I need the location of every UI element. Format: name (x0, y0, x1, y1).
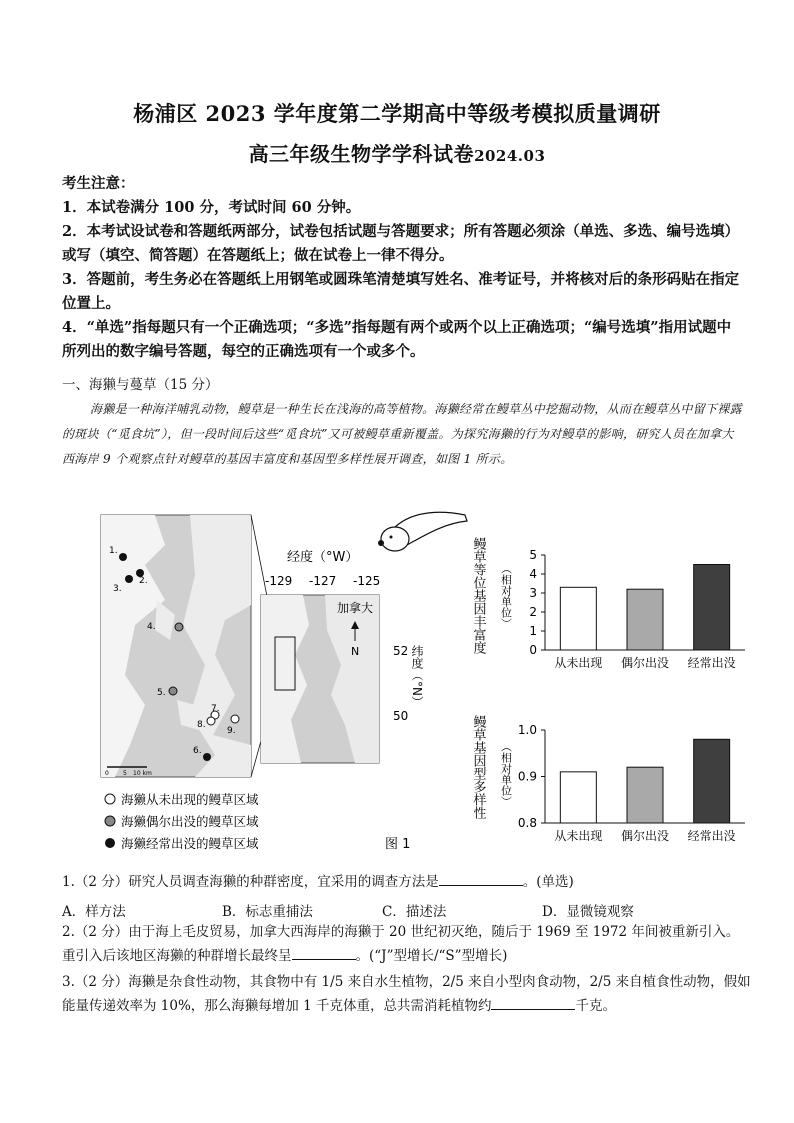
answer-blank-3[interactable] (491, 995, 575, 1010)
chart1-category-label: 经常出没 (687, 656, 736, 670)
lon-tick: -127 (309, 574, 337, 588)
site-label: 6. (193, 746, 202, 756)
site-marker (207, 717, 215, 725)
question-3 (62, 970, 752, 1018)
question-2-tail: 。(“J”型增长/“S”型增长) (355, 948, 508, 964)
note-item: 4．“单选”指每题只有一个正确选项；“多选”指每题有两个或两个以上正确选项；“编号选填”指用试题中所列出的数字编号答题，每空的正确选项有一个或多个。 (62, 319, 732, 360)
subject-title: 高三年级生物学学科试卷 (248, 142, 475, 166)
site-label: 2. (139, 576, 148, 586)
lon-tick: -129 (265, 574, 293, 588)
chart2-bar (627, 767, 663, 823)
section-intro: 海獭是一种海洋哺乳动物，鳗草是一种生长在浅海的高等植物。海獭经常在鳗草丛中挖掘动物，从而在鳗草丛中留下裸露的斑块（“觅食坑”），但一段时间后这些“觅食坑”又可被鳗草重新覆盖。为探究海獭的行为对鳗草的影响，研究人员在加拿大西海岸 9 个观察点针对鳗草的基因丰富度和基因型多样性展开调查，如图 1 所示。 (62, 402, 742, 466)
site-label: 7. (211, 704, 220, 714)
lon-tick: -125 (353, 574, 381, 588)
chart1-tick-label: 5 (529, 548, 537, 562)
figure-caption: 图 1 (385, 837, 411, 852)
chart2-bar (560, 772, 596, 823)
site-label: 4. (147, 622, 156, 632)
candidate-notes (62, 172, 742, 364)
legend-often-icon (105, 838, 115, 848)
question-2 (62, 920, 752, 968)
chart1-tick-label: 2 (529, 605, 537, 619)
question-3-tail: 千克。 (575, 998, 616, 1014)
chart1-ylabel: 鳗草等位基因丰富度 (470, 537, 486, 654)
country-label: 加拿大 (337, 601, 374, 615)
exam-subtitle (0, 138, 794, 167)
chart1-category-label: 偶尔出没 (620, 656, 670, 670)
lat-axis-label: 纬度（°N） (410, 645, 424, 708)
question-1 (62, 870, 752, 894)
question-2-text: 2.（2 分）由于海上毛皮贸易，加拿大西海岸的海獭于 20 世纪初灭绝，随后于 1969 至 1972 年间被重新引入。重引入后该地区海獭的种群增长最终呈 (62, 924, 740, 964)
chart1-tick-label: 1 (529, 624, 537, 638)
question-1-options (62, 900, 702, 920)
site-marker (169, 687, 177, 695)
chart2-category-label: 经常出没 (687, 829, 736, 843)
chart2-category-label: 偶尔出没 (620, 829, 670, 843)
legend-sometimes-icon (105, 816, 115, 826)
site-marker (119, 553, 127, 561)
answer-blank-2[interactable] (292, 945, 356, 960)
lat-tick: 50 (393, 709, 409, 723)
north-label: N (351, 645, 360, 658)
chart2-tick-label: 1.0 (517, 723, 537, 737)
site-label: 3. (113, 584, 122, 594)
chart1-tick-label: 4 (529, 567, 537, 581)
scale-label: 5 (123, 770, 127, 777)
site-label: 1. (109, 546, 118, 556)
answer-blank-1[interactable] (439, 871, 523, 886)
chart2-tick-label: 0.8 (517, 816, 537, 830)
chart-allelic-richness (471, 537, 746, 670)
legend-never: 海獭从未出现的鳗草区域 (121, 792, 259, 807)
legend-never-icon (105, 794, 115, 804)
site-marker (125, 575, 133, 583)
chart1-bar (627, 589, 663, 650)
chart-genotypic-diversity (471, 715, 746, 843)
chart1-tick-label: 3 (529, 586, 537, 600)
notes-heading: 考生注意： (62, 175, 135, 192)
question-1-text: 1.（2 分）研究人员调查海獭的种群密度，宜采用的调查方法是 (62, 874, 439, 890)
note-item: 2．本考试设试卷和答题纸两部分，试卷包括试题与答题要求；所有答题必须涂（单选、多选、编号选填）或写（填空、简答题）在答题纸上；做在试卷上一律不得分。 (62, 223, 740, 264)
note-item: 1．本试卷满分 100 分，考试时间 60 分钟。 (62, 199, 361, 216)
lon-axis-label: 经度（°W） (287, 550, 359, 565)
chart2-tick-label: 0.9 (517, 769, 537, 784)
legend-sometimes: 海獭偶尔出没的鳗草区域 (121, 814, 259, 829)
site-marker (175, 623, 183, 631)
chart1-tick-label: 0 (529, 643, 537, 657)
site-marker (231, 715, 239, 723)
chart2-category-label: 从未出现 (554, 829, 603, 843)
sea-otter-icon (378, 512, 467, 551)
scale-label: 10 km (133, 770, 152, 777)
chart1-category-label: 从未出现 (554, 656, 603, 670)
option-d[interactable]: D．显微镜观察 (542, 904, 634, 920)
exam-title: 杨浦区 2023 学年度第二学期高中等级考模拟质量调研 (133, 101, 661, 126)
site-marker (203, 753, 211, 761)
figure-1 (95, 505, 755, 865)
exam-date: 2024.03 (474, 147, 546, 165)
site-label: 5. (157, 688, 166, 698)
site-label: 9. (227, 726, 236, 736)
section-title: 一、海獭与蔓草（15 分） (62, 377, 219, 393)
chart2-ylabel: 鳗草基因型多样性 (470, 715, 486, 819)
option-a[interactable]: A．样方法 (62, 904, 126, 920)
chart1-bar (694, 565, 730, 651)
chart1-bar (560, 587, 596, 650)
lat-tick: 52 (393, 644, 409, 658)
option-c[interactable]: C．描述法 (382, 904, 447, 920)
question-1-tail: 。(单选) (522, 874, 574, 890)
option-b[interactable]: B．标志重捕法 (222, 904, 313, 920)
legend-often: 海獭经常出没的鳗草区域 (121, 836, 259, 851)
site-label: 8. (197, 720, 206, 730)
scale-label: 0 (105, 770, 109, 777)
chart2-bar (694, 739, 730, 823)
question-3-text: 3.（2 分）海獭是杂食性动物，其食物中有 1/5 来自水生植物，2/5 来自小型肉食动物，2/5 来自植食性动物，假如能量传递效率为 10%，那么海獭每增加 1 千克体重，总共需消耗植物约 (62, 974, 751, 1014)
chart2-yunit: （相对单位） (499, 741, 513, 807)
chart1-yunit: （相对单位） (499, 563, 513, 629)
note-item: 3．答题前，考生务必在答题纸上用钢笔或圆珠笔清楚填写姓名、准考证号，并将核对后的条形码贴在指定位置上。 (62, 271, 740, 312)
